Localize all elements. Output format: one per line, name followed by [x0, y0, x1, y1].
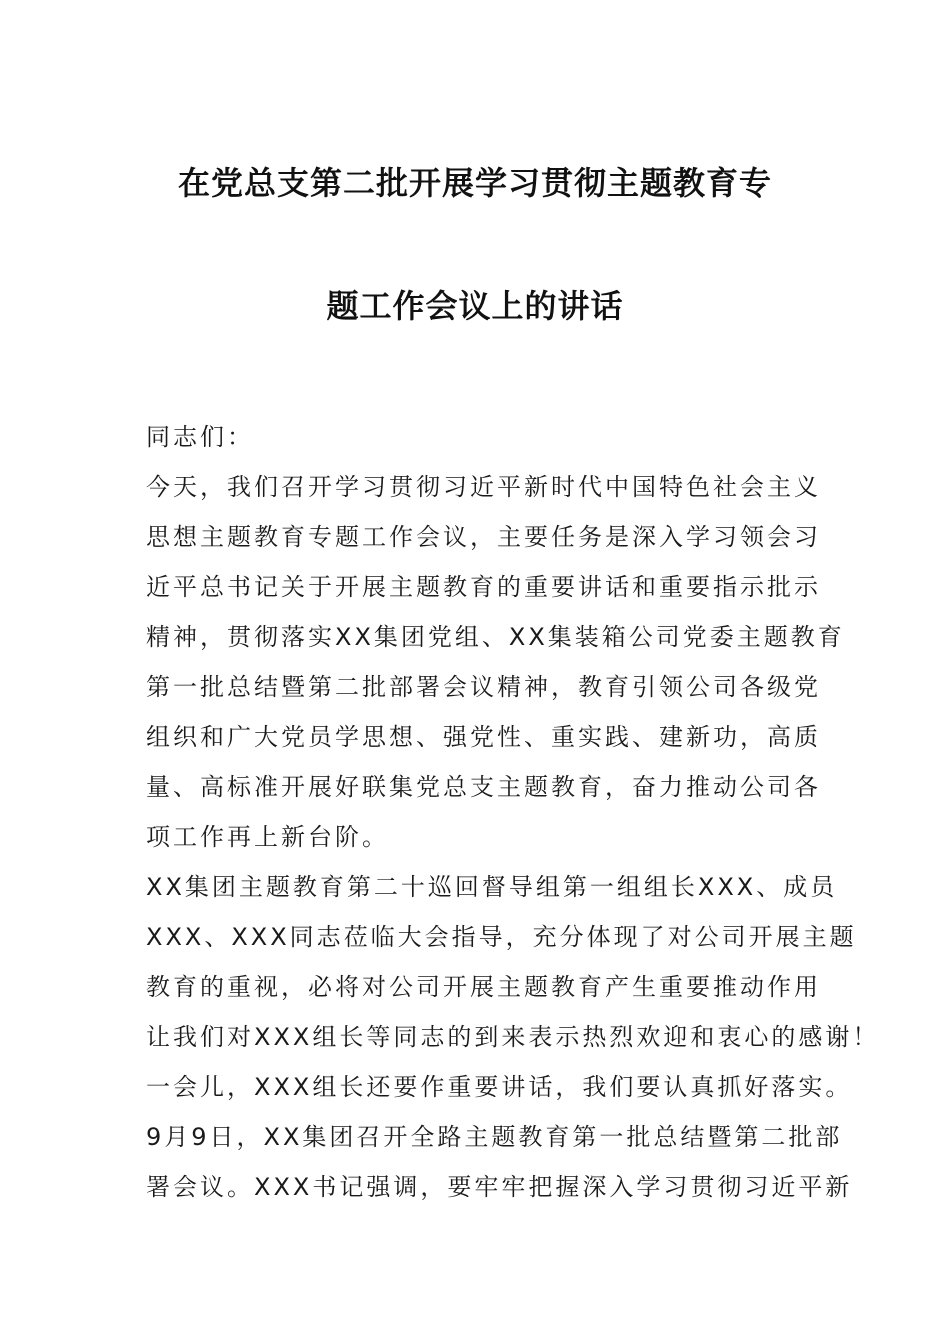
- body-line: 量、高标准开展好联集党总支主题教育，奋力推动公司各: [146, 773, 821, 801]
- body-line: 今天，我们召开学习贯彻习近平新时代中国特色社会主义: [146, 473, 821, 501]
- body-line: 让我们对XXX组长等同志的到来表示热烈欢迎和衷心的感谢！: [146, 1023, 880, 1051]
- document-body: [146, 412, 880, 1212]
- body-line: 思想主题教育专题工作会议，主要任务是深入学习领会习: [146, 523, 821, 551]
- body-line: 9月9日，XX集团召开全路主题教育第一批总结暨第二批部: [146, 1123, 843, 1151]
- body-line: 署会议。XXX书记强调，要牢牢把握深入学习贯彻习近平新: [146, 1173, 853, 1201]
- body-line: 一会儿，XXX组长还要作重要讲话，我们要认真抓好落实。: [146, 1073, 853, 1101]
- body-line: XX集团主题教育第二十巡回督导组第一组组长XXX、成员: [146, 873, 838, 901]
- document-title-line-2: 题工作会议上的讲话: [326, 287, 624, 325]
- body-line: 精神，贯彻落实XX集团党组、XX集装箱公司党委主题教育: [146, 623, 845, 651]
- body-line: 教育的重视，必将对公司开展主题教育产生重要推动作用: [146, 973, 821, 1001]
- salutation: 同志们：: [146, 423, 254, 451]
- body-line: 第一批总结暨第二批部署会议精神，教育引领公司各级党: [146, 673, 821, 701]
- body-line: 近平总书记关于开展主题教育的重要讲话和重要指示批示: [146, 573, 821, 601]
- body-line: XXX、XXX同志莅临大会指导，充分体现了对公司开展主题: [146, 923, 857, 951]
- body-line: 项工作再上新台阶。: [146, 823, 389, 851]
- body-line: 组织和广大党员学思想、强党性、重实践、建新功，高质: [146, 723, 821, 751]
- document-title-line-1: 在党总支第二批开展学习贯彻主题教育专: [177, 164, 772, 202]
